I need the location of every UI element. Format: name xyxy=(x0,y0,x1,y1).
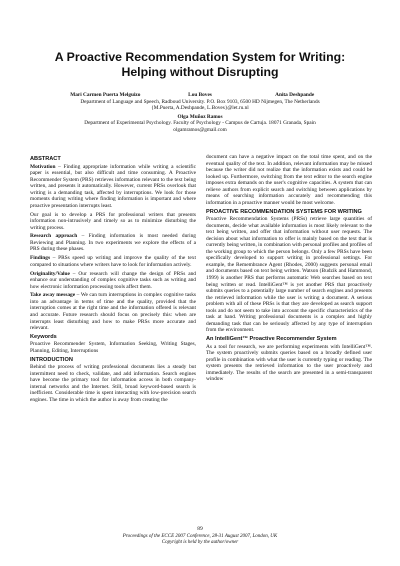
footer-proceedings: Proceedings of the ECCE 2007 Conference, 28-31 August 2007, London, UK xyxy=(122,534,278,539)
prs-heading: PROACTIVE RECOMMENDATION SYSTEMS FOR WRITING xyxy=(206,208,362,215)
originality-text: – Our research will change the design of PRSs and enhance our understanding of complex cognitive tasks such as writing and how electronic information processing tools affect them. xyxy=(30,270,196,290)
research-lead: Research approach xyxy=(30,233,78,240)
left-column xyxy=(30,154,196,406)
email-2: olgamramos@gmail.com xyxy=(173,126,227,133)
introduction-heading: INTRODUCTION xyxy=(30,356,73,363)
abstract-heading: ABSTRACT xyxy=(30,156,61,162)
right-column xyxy=(206,154,372,385)
author-4: Olga Muñoz Ramos xyxy=(177,113,223,120)
research-text: – Finding information is most needed during Reviewing and Planning. In two experiments we explore the effects of a PRS during these phases. xyxy=(30,233,196,253)
research-paragraph xyxy=(30,233,196,253)
affiliation-1: Department of Language and Speech, Radboud University. P.O. Box 9103, 6500 HD Nijmegen, The Netherlands xyxy=(80,98,320,105)
intelligent-paragraph: As a tool for research, we are performing experiments with IntelliGent™. The system proactively submits queries based on a broadly defined user profile in combination with what the user is currently typing or reading. The system presents the retrieved information to the user proactively and immediately. The results of the search are presented in a semi-transparent window xyxy=(206,343,372,383)
keywords-text: Proactive Recommender System, Information Seeking, Writing Stages, Planning, Editing, Interruptions xyxy=(30,341,196,354)
findings-lead: Findings xyxy=(30,255,51,262)
originality-lead: Originality/Value xyxy=(30,270,70,277)
findings-text: – PRSs speed up writing and improve the quality of the text compared to situations where writers have to look for information actively. xyxy=(30,255,196,268)
author-3: Anita Deshpande xyxy=(275,92,315,98)
originality-paragraph xyxy=(30,271,196,291)
introduction-paragraph: Behind the process of writing professional documents lies a steady but intermittent need to check, validate, and add information. Search engines have become the primary tool for information access in both company-internal networks and the Internet. Still, broad keyword-based search is inefficient. Considerable time is spent interacting with low-precision search engines. The time in which the author is away from creating the xyxy=(30,364,196,403)
prs-paragraph: Proactive Recommendation Systems (PRSs) retrieve large quantities of documents, decide what available information is most likely relevant to the text being written, and offer that information without user requests. The decision about what information to offer is mainly based on the text that is currently being written, in combination with personal profiles and profiles of the working group to which the person belongs. Only a few PRSs have been specifically developed to support writing in professional settings. For example, the Remembrance Agent (Rhodes, 2000) suggests personal email and documents based on text being written. Watson (Budzik and Hammond, 1999) is another PRS that performs automatic Web searches based on text being written or read. IntelliGent™ is yet another PRS that proactively submits queries to a potentially large number of search engines and presents the retrieved information while the user is writing a document. A serious problem with all of these PRSs is that they are developed as search support tools and do not seem to take into account the specific characteristics of the task at hand. Writing professional documents is a complex and highly demanding task that can be seriously affected by any type of interruption from the environment. xyxy=(206,216,372,334)
motivation-lead: Motivation xyxy=(30,163,56,170)
emails-1: {M.Puerta, A.Deshpande, L.Boves}@let.ru.nl xyxy=(151,105,249,111)
author-2: Lou Boves xyxy=(188,92,212,98)
takeaway-text: – We can turn interruptions in complex cognitive tasks into an advantage in terms of time and the quality, provided that the interruption comes at the right time and the information offered is relevant and accurate. Future research should focus on precisely this: when are interrupts least disturbing and how to make PRSs more accurate and relevant. xyxy=(30,292,196,332)
motivation-paragraph xyxy=(30,164,196,210)
affiliation-2: Department of Experimental Psychology. Faculty of Psychology - Campus de Cartuja. 18071 Granada, Spain xyxy=(84,120,316,126)
intelligent-heading: An IntelliGent™ Proactive Recommender System xyxy=(206,336,337,343)
page-footer xyxy=(20,534,380,546)
takeaway-paragraph xyxy=(30,292,196,331)
goal-paragraph: Our goal is to develop a PRS for professional writers that presents information non-intrusively and timely so as to minimize disturbing the writing process. xyxy=(30,211,196,231)
motivation-text: – Finding appropriate information while writing a scientific paper is essential, but also difficult and time consuming. A Proactive Recommender System (PRS) retrieves information relevant to the text being written, and presents it automatically. However, current PRSs overlook that writing is a demanding task, affected by interruptions. We look for those moments during writing where finding information is important and where proactive presentation interrupts least. xyxy=(30,163,196,209)
findings-paragraph xyxy=(30,255,196,268)
title-line-2: Helping without Disrupting xyxy=(121,65,279,79)
title-line-1: A Proactive Recommendation System for Writing: xyxy=(54,50,346,64)
author-1: Mari Carmen Puerta Melguizo xyxy=(70,92,141,98)
takeaway-lead: Take away message xyxy=(30,292,76,299)
author-block xyxy=(28,92,372,133)
footer-copyright: Copyright is held by the author/owner xyxy=(161,540,239,545)
author-row xyxy=(28,92,372,99)
paper-title xyxy=(20,50,380,80)
continuation-paragraph: document can have a negative impact on the total time spent, and on the eventual quality of the text. In addition, relevant information may be missed because the writer did not realize that the information exists and could be looked up. Furthermore, switching from the text editor to the search engine imposes extra demands on the user's cognitive capacities. A system that can relieve authors from explicit search and switching between applications by means of searching information accurately and recommending this information in a proactive manner would be most welcome. xyxy=(206,154,372,206)
keywords-heading: Keywords xyxy=(30,333,57,340)
page-number: 89 xyxy=(197,526,203,532)
